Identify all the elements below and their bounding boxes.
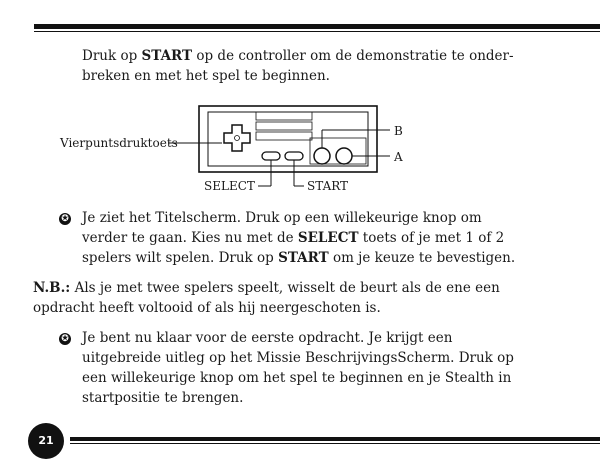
bottom-rule-thin [70,443,600,444]
dpad-label: Vierpuntsdruktoets [60,136,178,150]
start-label: START [307,179,349,193]
intro-paragraph: Druk op START op de controller om de demonstratie te onder-breken en met het spel te beginnen. [82,48,514,84]
bullet-paragraph-2: Je bent nu klaar voor de eerste opdracht. Je krijgt een uitgebreide uitleg op het Missie BeschrijvingsScherm. Druk op een willekeurige knop om het spel te beginnen en je Stealth in startpositie te brengen. [82,330,514,406]
select-button-icon [262,152,280,160]
select-label: SELECT [204,179,255,193]
note-paragraph: N.B.: Als je met twee spelers speelt, wisselt de beurt als de ene een opdracht heeft voltooid of als hij neergeschoten is. [33,280,500,316]
bullet-paragraph-1: Je ziet het Titelscherm. Druk op een willekeurige knop om verder te gaan. Kies nu met de SELECT toets of je met 1 of 2 spelers wilt spelen. Druk op START om je keuze te bevestigen. [82,210,516,266]
a-button-icon [336,148,352,164]
top-rule [34,24,600,29]
top-rule-thin [34,31,600,32]
bottom-rule [70,437,600,441]
dpad-icon [224,125,250,151]
b-label: B [394,124,403,138]
bullet-icon: ✪ [59,333,71,345]
a-label: A [394,150,403,164]
start-button-icon [285,152,303,160]
controller-diagram [0,100,600,210]
page-number: 21 [38,434,54,447]
bullet-icon: ✪ [59,213,71,225]
b-button-icon [314,148,330,164]
